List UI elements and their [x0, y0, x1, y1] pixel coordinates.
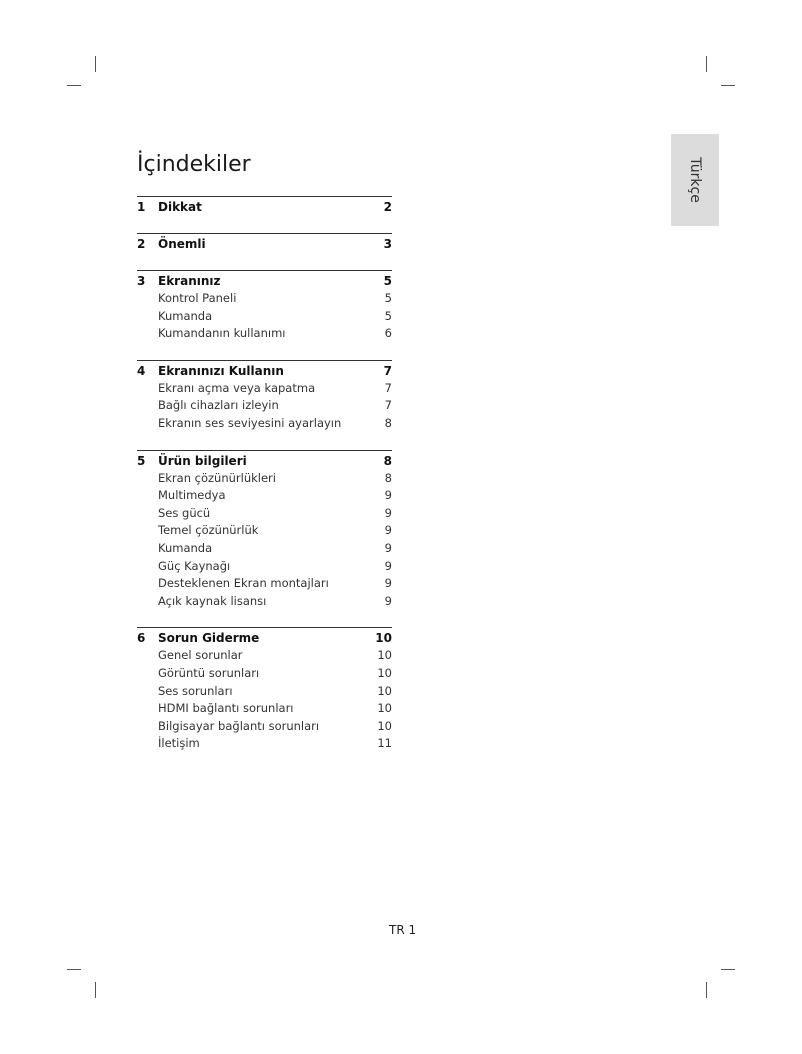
toc-entry-page: 9	[384, 576, 392, 591]
toc-entry[interactable]	[137, 325, 392, 343]
toc-section-heading[interactable]	[137, 270, 392, 290]
toc-entry-page: 7	[384, 380, 392, 395]
toc-section-heading[interactable]	[137, 627, 392, 647]
toc-entry-title: Açık kaynak lisansı	[158, 593, 267, 608]
toc-entry-title: Bağlı cihazları izleyin	[158, 398, 279, 413]
crop-mark	[95, 56, 96, 72]
toc-entry[interactable]	[137, 700, 392, 718]
toc-entry-title: Ses gücü	[158, 505, 211, 520]
toc-entry-page: 8	[384, 470, 392, 485]
toc-section-title: Ekranınızı Kullanın	[158, 363, 284, 378]
toc-entry-title: Ekran çözünürlükleri	[158, 470, 276, 485]
toc-section	[137, 270, 392, 343]
toc-section-number: 2	[137, 237, 146, 251]
toc-entry-title: Kumanda	[158, 540, 213, 555]
toc-entry-title: Ekranı açma veya kapatma	[158, 380, 316, 395]
toc-section-title: Sorun Giderme	[158, 631, 260, 646]
toc-entry-page: 10	[377, 718, 392, 733]
toc-entry-page: 9	[384, 540, 392, 555]
language-tab-label: Türkçe	[687, 157, 703, 203]
toc-section-title: Ekranınız	[158, 274, 221, 288]
toc-section-page: 3	[383, 237, 392, 251]
toc-entry-title: Kontrol Paneli	[158, 291, 237, 305]
toc-entry-page: 5	[384, 308, 392, 323]
toc-entry[interactable]	[137, 558, 392, 576]
toc-entry-title: Multimedya	[158, 488, 226, 503]
toc-section-title: Önemli	[158, 237, 206, 251]
toc-section-heading[interactable]	[137, 360, 392, 380]
crop-mark	[95, 982, 96, 998]
toc-entry-page: 5	[384, 291, 392, 305]
toc-entry-title: HDMI bağlantı sorunları	[158, 701, 294, 716]
toc-entry-page: 11	[377, 736, 392, 751]
toc-entry[interactable]	[137, 380, 392, 398]
toc-entry-title: Görüntü sorunları	[158, 665, 260, 680]
toc-entry-page: 10	[377, 701, 392, 716]
crop-mark	[721, 969, 735, 970]
toc-section-heading[interactable]	[137, 450, 392, 470]
toc-entry-title: Genel sorunlar	[158, 648, 243, 663]
toc-entry-page: 9	[384, 558, 392, 573]
toc-section-number: 5	[137, 453, 146, 468]
toc-entry[interactable]	[137, 308, 392, 326]
toc-entry[interactable]	[137, 575, 392, 593]
toc-entry[interactable]	[137, 290, 392, 308]
toc-entry-title: Ekranın ses seviyesini ayarlayın	[158, 415, 342, 430]
toc-section-title: Ürün bilgileri	[158, 453, 247, 468]
crop-mark	[67, 85, 81, 86]
toc-section-number: 3	[137, 274, 146, 288]
toc-entry-page: 8	[384, 415, 392, 430]
toc-entry[interactable]	[137, 735, 392, 753]
toc-entry-title: Ses sorunları	[158, 683, 233, 698]
toc-section-heading[interactable]	[137, 233, 392, 253]
toc-entry-page: 9	[384, 593, 392, 608]
toc-entry[interactable]	[137, 718, 392, 736]
toc-section	[137, 627, 392, 753]
toc-entry-page: 9	[384, 505, 392, 520]
toc-section-page: 5	[383, 274, 392, 288]
toc-entry[interactable]	[137, 470, 392, 488]
language-tab	[671, 134, 719, 226]
page-number: TR 1	[389, 923, 417, 937]
toc-entry-page: 9	[384, 523, 392, 538]
toc-entry-page: 6	[384, 326, 392, 341]
toc-entry[interactable]	[137, 593, 392, 611]
toc-entry-page: 10	[377, 648, 392, 663]
toc-section	[137, 450, 392, 611]
toc-entry[interactable]	[137, 665, 392, 683]
toc-entry[interactable]	[137, 487, 392, 505]
toc-section	[137, 360, 392, 433]
toc-entry-title: Kumandanın kullanımı	[158, 326, 286, 341]
toc-entry-title: Güç Kaynağı	[158, 558, 231, 573]
crop-mark	[706, 982, 707, 998]
toc-section-page: 2	[383, 200, 392, 214]
toc-entry-title: Bilgisayar bağlantı sorunları	[158, 718, 320, 733]
toc-section-page: 7	[383, 363, 392, 378]
toc-entry[interactable]	[137, 397, 392, 415]
toc-entry-title: Desteklenen Ekran montajları	[158, 576, 329, 591]
toc-section-page: 8	[383, 453, 392, 468]
toc-entry-page: 9	[384, 488, 392, 503]
toc-section-page: 10	[375, 631, 392, 646]
toc-entry[interactable]	[137, 415, 392, 433]
toc-entry[interactable]	[137, 522, 392, 540]
toc-entry[interactable]	[137, 505, 392, 523]
toc-section-number: 1	[137, 200, 146, 214]
toc-section	[137, 196, 392, 216]
crop-mark	[67, 969, 81, 970]
toc-section-number: 6	[137, 631, 146, 646]
toc-entry-page: 10	[377, 683, 392, 698]
toc-entry-title: Temel çözünürlük	[158, 523, 259, 538]
toc-section-number: 4	[137, 363, 146, 378]
toc-entry-page: 7	[384, 398, 392, 413]
crop-mark	[721, 85, 735, 86]
toc-section	[137, 233, 392, 253]
toc-entry-page: 10	[377, 665, 392, 680]
toc-entry[interactable]	[137, 540, 392, 558]
table-of-contents	[137, 196, 392, 770]
crop-mark	[706, 56, 707, 72]
page-title: İçindekiler	[137, 152, 251, 177]
toc-entry-title: Kumanda	[158, 308, 213, 323]
toc-entry[interactable]	[137, 647, 392, 665]
toc-section-heading[interactable]	[137, 196, 392, 216]
toc-entry[interactable]	[137, 683, 392, 701]
toc-entry-title: İletişim	[158, 736, 200, 751]
toc-section-title: Dikkat	[158, 200, 202, 214]
